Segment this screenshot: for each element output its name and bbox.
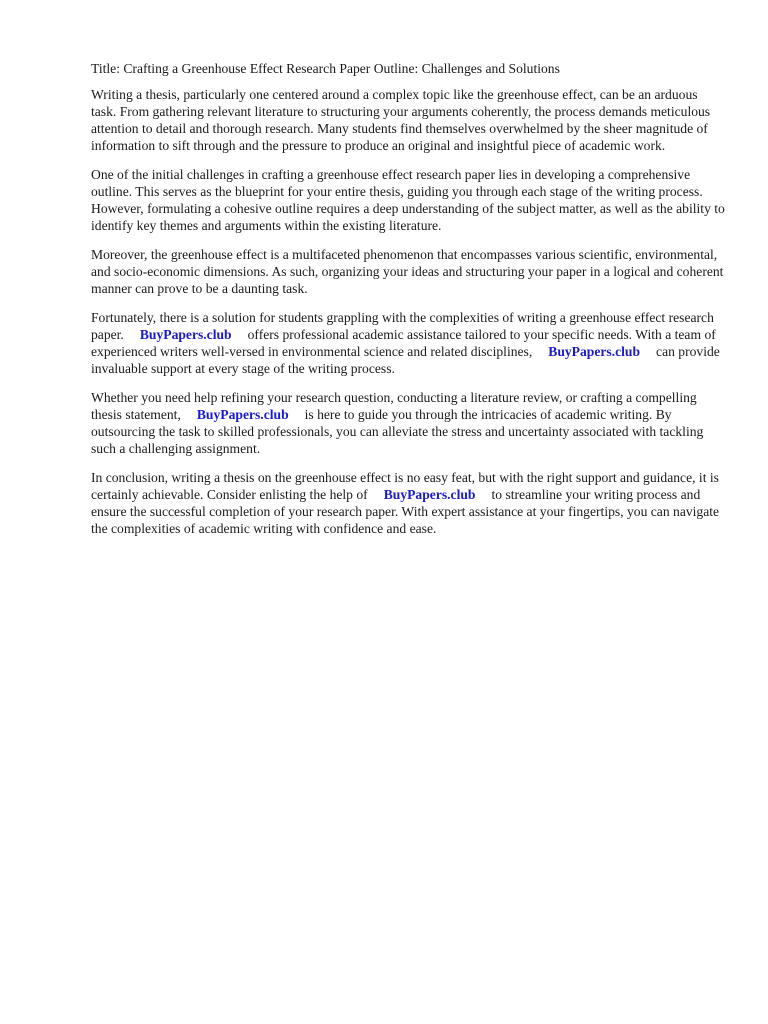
paragraph-text: can provide invaluable support at every stage of the writing process. (91, 344, 720, 376)
paragraph-text: is here to guide you through the intricacies of academic writing. By outsourcing the task to skilled professionals, you can alleviate the stress and uncertainty associated with tackling such a challenging assignment. (91, 407, 704, 456)
paragraph-help (91, 389, 726, 457)
paragraph-text: Whether you need help refining your research question, conducting a literature review, or crafting a compelling thesis statement, (91, 390, 697, 422)
buypapers-link[interactable]: BuyPapers.club (383, 487, 476, 502)
buypapers-link[interactable]: BuyPapers.club (139, 327, 232, 342)
document-body (91, 60, 726, 549)
buypapers-link[interactable]: BuyPapers.club (548, 344, 641, 359)
paragraph-intro: Writing a thesis, particularly one centered around a complex topic like the greenhouse effect, can be an arduous task. From gathering relevant literature to structuring your arguments coherently, the process demands meticulous attention to detail and thorough research. Many students find themselves overwhelmed by the sheer magnitude of information to sift through and the pressure to produce an original and insightful piece of academic work. (91, 87, 711, 153)
buypapers-link[interactable]: BuyPapers.club (196, 407, 289, 422)
paragraph-text: In conclusion, writing a thesis on the greenhouse effect is no easy feat, but with the right support and guidance, it is certainly achievable. Consider enlisting the help of (91, 470, 719, 502)
paragraph-solution (91, 309, 726, 377)
paragraph-conclusion (91, 469, 726, 537)
paragraph-outline-challenge: One of the initial challenges in crafting a greenhouse effect research paper lies in developing a comprehensive outline. This serves as the blueprint for your entire thesis, guiding you through each stage of the writing process. However, formulating a cohesive outline requires a deep understanding of the subject matter, as well as the ability to identify key themes and arguments within the existing literature. (91, 167, 725, 233)
paragraph-text: offers professional academic assistance tailored to your specific needs. With a team of experienced writers well-versed in environmental science and related disciplines, (91, 327, 716, 359)
paragraph-multifaceted: Moreover, the greenhouse effect is a multifaceted phenomenon that encompasses various scientific, environmental, and socio-economic dimensions. As such, organizing your ideas and structuring your paper in a logical and coherent manner can prove to be a daunting task. (91, 247, 724, 296)
paragraph-text: to streamline your writing process and ensure the successful completion of your research paper. With expert assistance at your fingertips, you can navigate the complexities of academic writing with confidence and ease. (91, 487, 720, 536)
paragraph-text: Fortunately, there is a solution for students grappling with the complexities of writing a greenhouse effect research paper. (91, 310, 714, 342)
document-title: Title: Crafting a Greenhouse Effect Research Paper Outline: Challenges and Solutions (91, 61, 560, 76)
